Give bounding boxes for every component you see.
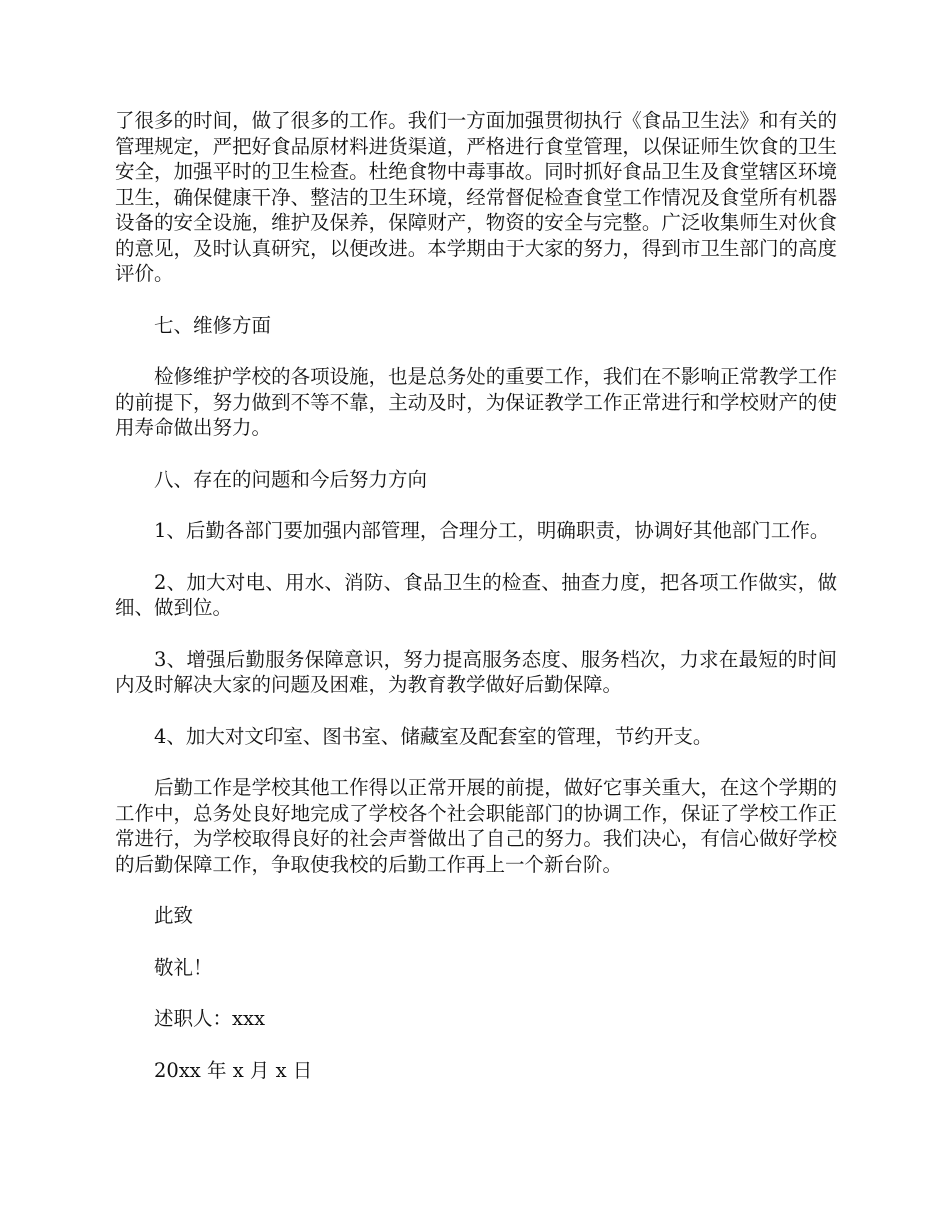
closing-salutation: 此致 [154, 904, 194, 927]
section-heading-maintenance: 七、维修方面 [154, 313, 272, 337]
document-page [115, 108, 837, 1083]
list-item-2: 2、加大对电、用水、消防、食品卫生的检查、抽查力度，把各项工作做实，做细、做到位。 [115, 570, 837, 619]
list-item-1: 1、后勤各部门要加强内部管理，合理分工，明确职责，协调好其他部门工作。 [154, 519, 830, 542]
list-item-3: 3、增强后勤服务保障意识，努力提高服务态度、服务档次，力求在最短的时间内及时解决大家的问题及困难，为教育教学做好后勤保障。 [115, 647, 837, 696]
list-item-4: 4、加大对文印室、图书室、储藏室及配套室的管理，节约开支。 [154, 724, 713, 748]
paragraph-food-hygiene: 了很多的时间，做了很多的工作。我们一方面加强贯彻执行《食品卫生法》和有关的管理规定，严把好食品原材料进货渠道，严格进行食堂管理，以保证师生饮食的卫生安全，加强平时的卫生检查。杜绝食物中毒事故。同时抓好食品卫生及食堂辖区环境卫生，确保健康干净、整洁的卫生环境，经常督促检查食堂工作情况及食堂所有机器设备的安全设施，维护及保养，保障财产，物资的安全与完整。广泛收集师生对伙食的意见，及时认真研究，以便改进。本学期由于大家的努力，得到市卫生部门的高度评价。 [115, 109, 837, 285]
paragraph-conclusion: 后勤工作是学校其他工作得以正常开展的前提，做好它事关重大，在这个学期的工作中，总务处良好地完成了学校各个社会职能部门的协调工作，保证了学校工作正常进行，为学校取得良好的社会声誉做出了自己的努力。我们决心，有信心做好学校的后勤保障工作，争取使我校的后勤工作再上一个新台阶。 [115, 776, 837, 876]
document-date: 20xx 年 x 月 x 日 [154, 1058, 313, 1082]
closing-regards: 敬礼！ [154, 955, 213, 979]
reporter-signature: 述职人：xxx [154, 1007, 265, 1030]
section-heading-problems-direction: 八、存在的问题和今后努力方向 [154, 467, 428, 491]
paragraph-maintenance: 检修维护学校的各项设施，也是总务处的重要工作，我们在不影响正常教学工作的前提下，努力做到不等不靠，主动及时，为保证教学工作正常进行和学校财产的使用寿命做出努力。 [115, 365, 837, 439]
